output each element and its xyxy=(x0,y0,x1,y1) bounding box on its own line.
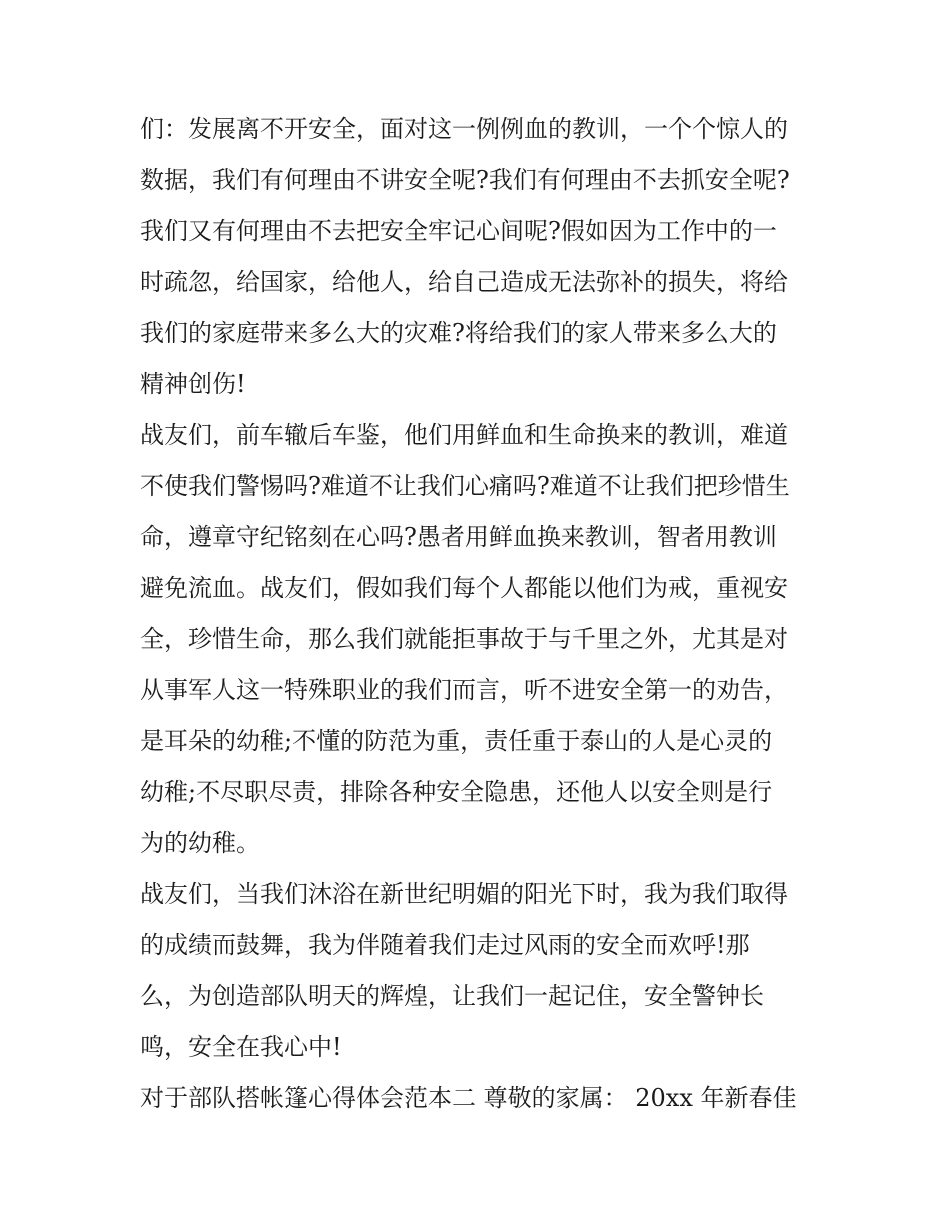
text-line: 对于部队搭帐篷心得体会范本二 尊敬的家属： 20xx 年新春佳 xyxy=(140,1084,797,1112)
text-line: 从事军人这一特殊职业的我们而言，听不进安全第一的劝告， xyxy=(140,676,788,704)
text-line: 幼稚;不尽职尽责，排除各种安全隐患，还他人以安全则是行 xyxy=(140,778,773,806)
text-line: 战友们，前车辙后车鉴，他们用鲜血和生命换来的教训，难道 xyxy=(140,421,788,449)
text-line: 我们的家庭带来多么大的灾难?将给我们的家人带来多么大的 xyxy=(140,319,777,347)
text-line: 数据，我们有何理由不讲安全呢?我们有何理由不去抓安全呢? xyxy=(140,166,790,194)
text-line: 时疏忽，给国家，给他人，给自己造成无法弥补的损失，将给 xyxy=(140,268,788,296)
text-line: 避免流血。战友们，假如我们每个人都能以他们为戒，重视安 xyxy=(140,574,788,602)
text-line: 命，遵章守纪铭刻在心吗?愚者用鲜血换来教训，智者用教训 xyxy=(140,523,777,551)
text-line: 全，珍惜生命，那么我们就能拒事故于与千里之外，尤其是对 xyxy=(140,625,788,653)
text-line: 精神创伤! xyxy=(140,370,246,398)
text-line: 战友们，当我们沐浴在新世纪明媚的阳光下时，我为我们取得 xyxy=(140,880,788,908)
text-line: 的成绩而鼓舞，我为伴随着我们走过风雨的安全而欢呼!那 xyxy=(140,931,750,959)
document-body xyxy=(140,104,820,1124)
text-line: 是耳朵的幼稚;不懂的防范为重，责任重于泰山的人是心灵的 xyxy=(140,727,773,755)
text-line: 我们又有何理由不去把安全牢记心间呢?假如因为工作中的一 xyxy=(140,217,777,245)
text-line: 不使我们警惕吗?难道不让我们心痛吗?难道不让我们把珍惜生 xyxy=(140,472,790,500)
text-line: 们：发展离不开安全，面对这一例例血的教训，一个个惊人的 xyxy=(140,115,788,143)
text-line: 为的幼稚。 xyxy=(140,829,260,857)
text-line: 鸣，安全在我心中! xyxy=(140,1033,342,1061)
text-line: 么，为创造部队明天的辉煌，让我们一起记住，安全警钟长 xyxy=(140,982,764,1010)
